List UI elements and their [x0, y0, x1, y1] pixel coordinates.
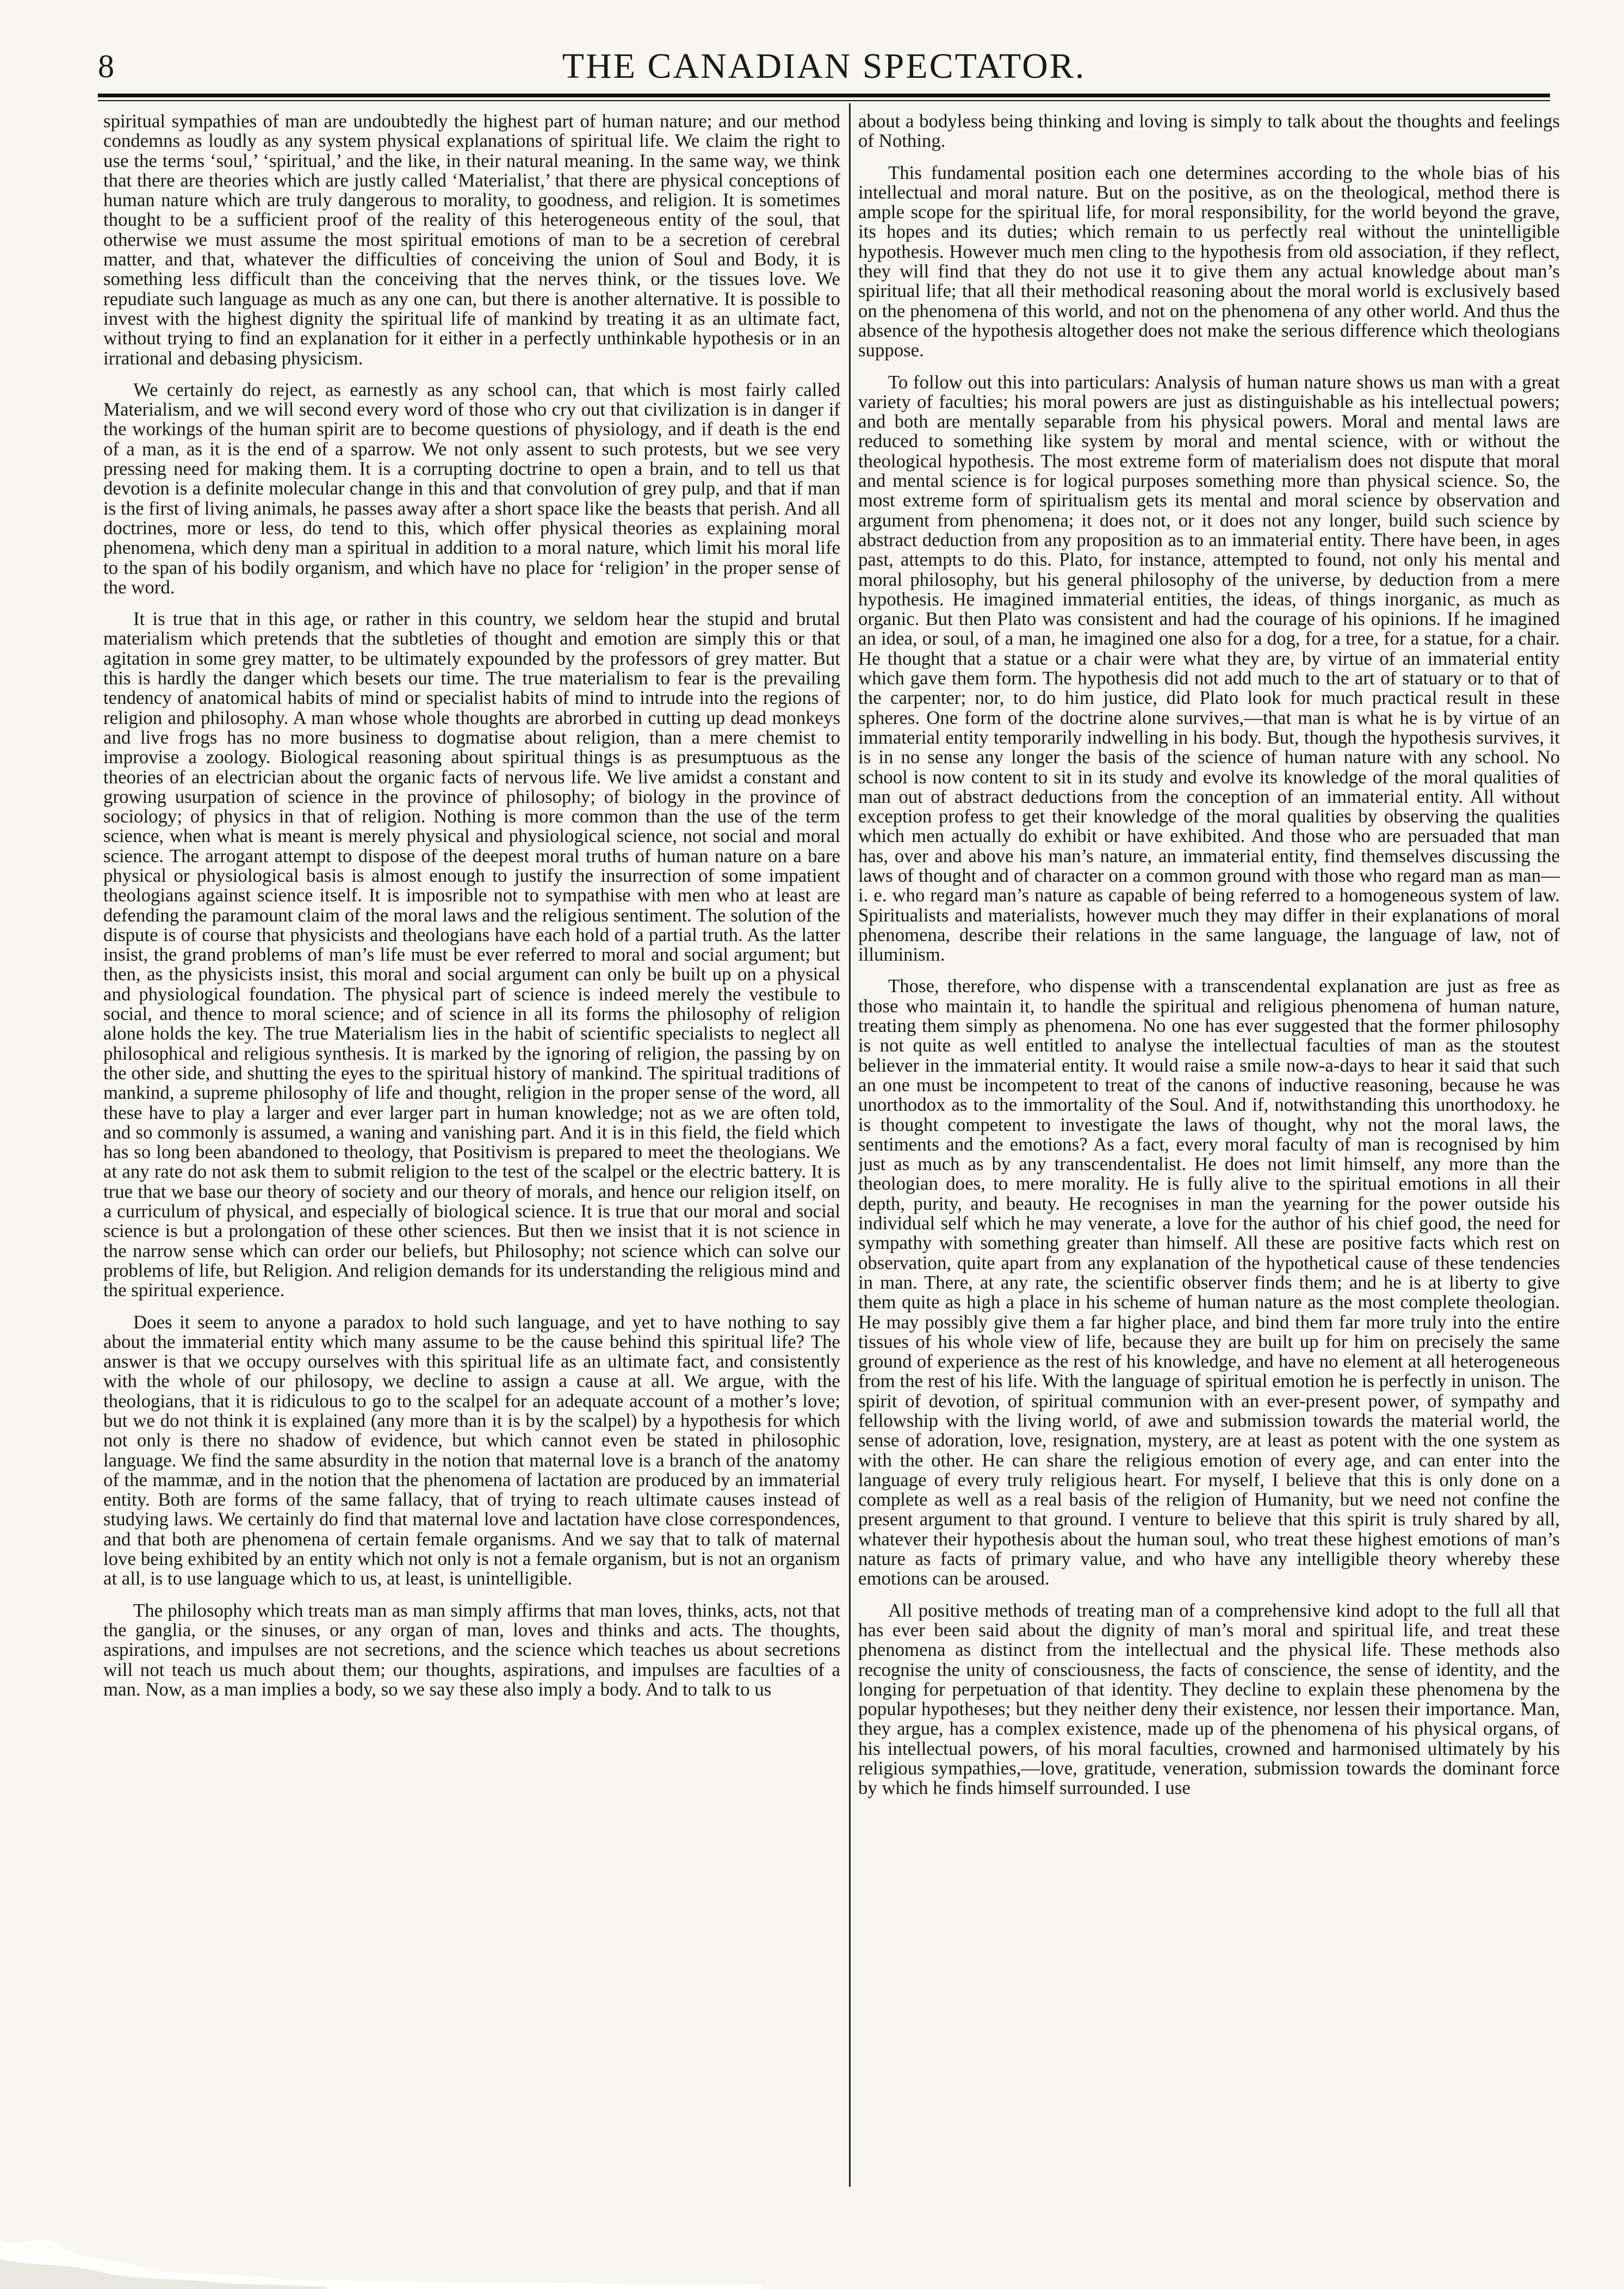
masthead: THE CANADIAN SPECTATOR. — [562, 46, 1086, 86]
paragraph: spiritual sympathies of man are undoubtedly the highest part of human nature; and our method condemns as loudly as any system physical explanations of spiritual life. We claim the right to use the terms ‘soul,’ ‘spiritual,’ and the like, in their natural meaning. In the same way, we think that there are theories which are justly called ‘Materialist,’ that there are physical conceptions of human nature which are truly dangerous to morality, to goodness, and religion. It is sometimes thought to be a sufficient proof of the reality of this heterogeneous entity of the soul, that otherwise we must assume the most spiritual emotions of man to be a secretion of cerebral matter, and that, whatever the difficulties of conceiving the union of Soul and Body, it is something less difficult than the conceiving that the nerves think, or the tissues love. We repudiate such language as much as any one can, but there is another alternative. It is possible to invest with the highest dignity the spiritual life of mankind by treating it as an ultimate fact, without trying to find an explanation for it either in a perfectly unthinkable hypothesis or in an irrational and debasing physicism. — [103, 112, 840, 369]
paragraph: Those, therefore, who dispense with a transcendental explanation are just as free as those who maintain it, to handle the spiritual and religious phenomena of human nature, treating them simply as phenomena. No one has ever suggested that the former philosophy is not quite as well entitled to analyse the intellectual faculties of man as the stoutest believer in the immaterial entity. It would raise a smile now-a-days to hear it said that such an one must be incompetent to treat of the canons of inductive reasoning, because he was unorthodox as to the immortality of the Soul. And if, notwithstanding this unorthodoxy. he is thought competent to investigate the laws of thought, why not the moral laws, the sentiments and the emotions? As a fact, every moral faculty of man is recognised by him just as much as by any transcendentalist. He does not limit himself, any more than the theologian does, to mere morality. He is fully alive to the spiritual emotions in all their depth, purity, and beauty. He recognises in man the yearning for the power outside his individual self which he may venerate, a love for the author of his chief good, the need for sympathy with something greater than himself. All these are positive facts which rest on observation, quite apart from any explanation of the hypothetical cause of these tendencies in man. There, at any rate, the scientific observer finds them; and he is at liberty to give them quite as high a place in his scheme of human nature as the most complete theologian. He may possibly give them a far higher place, and bind them far more truly into the entire tissues of his whole view of life, because they are built up for him on precisely the same ground of experience as the rest of his knowledge, and have no element at all heterogeneous from the rest of his life. With the language of spiritual emotion he is perfectly in unison. The spirit of devotion, of spiritual communion with an ever-present power, of sympathy and fellowship with the living world, of awe and submission towards the material world, the sense of adoration, love, resignation, mystery, are at least as potent with the one system as with the other. He can share the religious emotion of every age, and can enter into the language of every truly religious heart. For myself, I believe that this is only done on a complete as well as a real basis of the religion of Humanity, but we need not confine the present argument to that ground. I venture to believe that this spirit is truly shared by all, whatever their hypothesis about the human soul, who treat these highest emotions of man’s nature as facts of primary value, and who have any intelligible theory whereby these emotions can be aroused. — [858, 975, 1560, 1589]
paragraph: The philosophy which treats man as man simply affirms that man loves, thinks, acts, not that the ganglia, or the sinuses, or any organ of man, loves and thinks and acts. The thoughts, aspirations, and impulses are not secretions, and the science which teaches us about secretions will not teach us much about them; our thoughts, aspirations, and impulses are faculties of a man. Now, as a man implies a body, so we say these also imply a body. And to talk to us — [103, 1599, 840, 1700]
page-header — [98, 44, 1550, 98]
column-divider — [849, 103, 851, 2187]
torn-page-edge — [0, 2207, 1624, 2289]
paragraph: All positive methods of treating man of a comprehensive kind adopt to the full all that has ever been said about the dignity of man’s moral and spiritual life, and treat these phenomena as distinct from the intellectual and the physical life. These methods also recognise the unity of consciousness, the facts of conscience, the sense of identity, and the longing for perpetuation of that identity. They decline to explain these phenomena by the popular hypotheses; but they neither deny their existence, nor lessen their importance. Man, they argue, has a complex existence, made up of the phenomena of his physical organs, of his intellectual powers, of his moral faculties, crowned and harmonised ultimately by his religious sympathies,—love, gratitude, veneration, submission towards the dominant force by which he finds himself surrounded. I use — [858, 1599, 1560, 1799]
paragraph: To follow out this into particulars: Analysis of human nature shows us man with a great variety of faculties; his moral powers are just as distinguishable as his intellectual powers; and both are mentally separable from his physical powers. Moral and mental laws are reduced to something like system by moral and mental science, with or without the theological hypothesis. The most extreme form of materialism does not dispute that moral and mental science is for logical purposes something more than physical science. So, the most extreme form of spiritualism gets its mental and moral science by observation and argument from phenomena; it does not, or it does not any longer, build such science by abstract deduction from any proposition as to an immaterial entity. There have been, in ages past, attempts to do this. Plato, for instance, attempted to found, not only his mental and moral philosophy, but his general philosophy of the universe, by deduction from a mere hypothesis. He imagined immaterial entities, the ideas, of things inorganic, as much as organic. But then Plato was consistent and had the courage of his opinions. If he imagined an idea, or soul, of a man, he imagined one also for a dog, for a tree, for a statue, for a chair. He thought that a statue or a chair were what they are, by virtue of an immaterial entity which gave them form. The hypothesis did not add much to the art of statuary or to that of the carpenter; nor, to do him justice, did Plato look for much practical result in these spheres. One form of the doctrine alone survives,—that man is what he is by virtue of an immaterial entity temporarily indwelling in his body. But, though the hypothesis survives, it is in no sense any longer the basis of the science of human nature with any school. No school is now content to sit in its study and evolve its knowledge of the moral qualities of man out of abstract deductions from the conception of an immaterial entity. All without exception profess to get their knowledge of the moral qualities by observing the qualities which men actually do exhibit or have exhibited. And those who are persuaded that man has, over and above his man’s nature, an immaterial entity, find themselves discussing the laws of thought and of character on a common ground with those who regard man as man—i. e. who regard man’s nature as capable of being referred to a homogeneous system of law. Spiritualists and materialists, however much they may differ in their explanations of moral phenomena, describe their relations in the same language, the language of law, not of illuminism. — [858, 371, 1560, 966]
paragraph: This fundamental position each one determines according to the whole bias of his intellectual and moral nature. But on the positive, as on the theological, method there is ample scope for the spiritual life, for moral responsibility, for the world beyond the grave, its hopes and its duties; which remain to us perfectly real without the unintelligible hypothesis. However much men cling to the hypothesis from old association, if they reflect, they will find that they do not use it to give them any actual knowledge about man’s spiritual life; that all their methodical reasoning about the moral world is exclusively based on the phenomena of this world, and not on the phenomena of any other world. And thus the absence of the hypothesis altogether does not make the serious difference which theologians suppose. — [858, 162, 1560, 361]
header-rule-thin — [98, 100, 1550, 101]
header-rule — [98, 94, 1550, 97]
paragraph: Does it seem to anyone a paradox to hold such language, and yet to have nothing to say about the immaterial entity which many assume to be the cause behind this spiritual life? The answer is that we occupy ourselves with this spiritual life as an ultimate fact, and consistently with the whole of our philosopy, we decline to assign a cause at all. We argue, with the theologians, that it is ridiculous to go to the scalpel for an adequate account of a mother’s love; but we do not think it is explained (any more than it is by the scalpel) by a hypothesis for which not only is there no shadow of evidence, but which cannot even be stated in philosophic language. We find the same absurdity in the notion that maternal love is a branch of the anatomy of the mammæ, and in the notion that the phenomena of lactation are produced by an immaterial entity. Both are forms of the same fallacy, that of trying to reach ultimate causes instead of studying laws. We certainly do find that maternal love and lactation have close correspondences, and that both are phenomena of certain female organisms. And we say that to talk of maternal love being exhibited by an entity which not only is not a female organism, but is not an organism at all, is to use language which to us, at least, is unintelligible. — [103, 1311, 840, 1589]
paragraph: about a bodyless being thinking and loving is simply to talk about the thoughts and feelings of Nothing. — [858, 112, 1560, 152]
paragraph: It is true that in this age, or rather in this country, we seldom hear the stupid and brutal materialism which pretends that the subtleties of thought and emotion are simply this or that agitation in some grey matter, to be ultimately expounded by the professors of grey matter. But this is hardly the danger which besets our time. The true materialism to fear is the prevailing tendency of anatomical habits of mind or specialist habits of mind to intrude into the regions of religion and philosophy. A man whose whole thoughts are abrorbed in cutting up dead monkeys and live frogs has no more business to dogmatise about religion, than a mere chemist to improvise a zoology. Biological reasoning about spiritual things is as presumptuous as the theories of an electrician about the organic facts of nervous life. We live amidst a constant and growing usurpation of science in the province of philosophy; of biology in the province of sociology; of physics in that of religion. Nothing is more common than the use of the term science, when what is meant is merely physical and physiological science, not social and moral science. The arrogant attempt to dispose of the deepest moral truths of human nature on a bare physical or physiological basis is almost enough to justify the insurrection of some impatient theologians against science itself. It is imposrible not to sympathise with men who at least are defending the paramount claim of the moral laws and the religious sentiment. The solution of the dispute is of course that physicists and theologians have each hold of a partial truth. As the latter insist, the grand problems of man’s life must be ever referred to moral and social argument; but then, as the physicists insist, this moral and social argument can only be built up on a physical and physiological foundation. The physical part of science is indeed merely the vestibule to social, and thence to moral science; and of science in all its forms the philosophy of religion alone holds the key. The true Materialism lies in the habit of scientific specialists to neglect all philosophical and religious synthesis. It is marked by the ignoring of religion, the passing by on the other side, and shutting the eyes to the spiritual history of mankind. The spiritual traditions of mankind, a supreme philosophy of life and thought, religion in the proper sense of the word, all these have to play a larger and ever larger part in human knowledge; not as we are often told, and so commonly is assumed, a waning and vanishing part. And it is in this field, the field which has so long been abandoned to theology, that Positivism is prepared to meet the theologians. We at any rate do not ask them to submit religion to the test of the scalpel or the electric battery. It is true that we base our theory of society and our theory of morals, and hence our religion itself, on a curriculum of physical, and especially of biological science. It is true that our moral and social science is but a prolongation of these other sciences. But then we insist that it is not science in the narrow sense which can order our beliefs, but Philosophy; not science which can solve our problems of life, but Religion. And religion demands for its understanding the religious mind and the spiritual experience. — [103, 608, 840, 1301]
left-column — [103, 112, 840, 2184]
paragraph: We certainly do reject, as earnestly as any school can, that which is most fairly called Materialism, and we will second every word of those who cry out that civilization is in danger if the workings of the human spirit are to become questions of physiology, and if death is the end of a man, as it is the end of a sparrow. We not only assent to such protests, but we see very pressing need for making them. It is a corrupting doctrine to open a brain, and to tell us that devotion is a definite molecular change in this and that convolution of grey pulp, and that if man is the first of living animals, he passes away after a short space like the beasts that perish. And all doctrines, more or less, do tend to this, which offer physical theories as explaining moral phenomena, which deny man a spiritual in addition to a moral nature, which limit his moral life to the span of his bodily organism, and which have no place for ‘religion’ in the proper sense of the word. — [103, 379, 840, 598]
page-number: 8 — [98, 48, 114, 84]
right-column — [858, 112, 1560, 2184]
